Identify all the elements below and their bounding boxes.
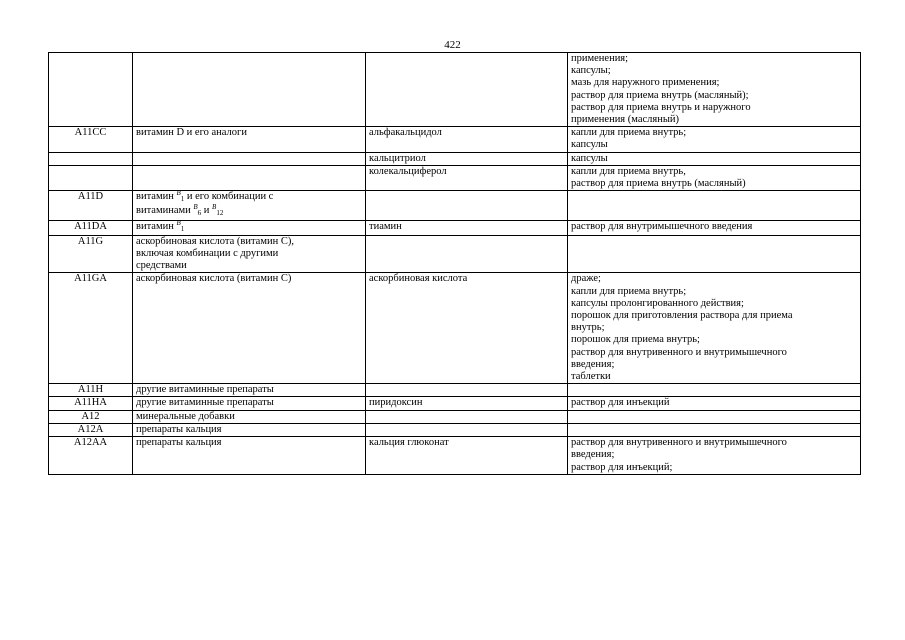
group-line: включая комбинации с другими — [136, 248, 279, 260]
table-row — [49, 397, 861, 410]
dosage-form-cell — [568, 423, 861, 436]
inn-cell — [366, 410, 568, 423]
inn-name: тиамин — [369, 220, 402, 232]
table-row — [49, 384, 861, 397]
dosage-form-line: раствор для внутривенного и внутримышечного — [571, 346, 787, 358]
group-line — [136, 221, 362, 235]
table-row — [49, 273, 861, 384]
inn-name: кальция глюконат — [369, 437, 449, 449]
table-body — [49, 53, 861, 475]
atc-code: A11CC — [74, 127, 107, 139]
inn-name: колекальциферол — [369, 165, 447, 177]
drug-table — [48, 52, 861, 475]
atc-code: A11D — [77, 191, 104, 203]
group-text: и — [201, 205, 213, 217]
atc-code: A11H — [77, 384, 104, 396]
group-line: препараты кальция — [136, 437, 222, 449]
vitamin-b1-index: 1 — [180, 224, 185, 233]
atc-code-cell — [49, 273, 133, 384]
dosage-form-cell — [568, 152, 861, 165]
dosage-form-cell — [568, 165, 861, 190]
table-row — [49, 235, 861, 273]
dosage-form-line: раствор для внутривенного и внутримышечного — [571, 437, 787, 449]
atc-code-cell — [49, 235, 133, 273]
dosage-form-cell — [568, 220, 861, 235]
group-text: витамин — [136, 191, 177, 203]
vitamin-b1: B — [176, 190, 181, 198]
group-cell — [133, 152, 366, 165]
dosage-form-line: введения; — [571, 449, 615, 461]
atc-code-cell — [49, 220, 133, 235]
group-cell — [133, 273, 366, 384]
atc-code: A11HA — [74, 397, 107, 409]
atc-code-cell — [49, 191, 133, 220]
inn-cell — [366, 437, 568, 475]
table-row — [49, 437, 861, 475]
dosage-form-cell — [568, 397, 861, 410]
dosage-form-line: раствор для инъекций; — [571, 461, 673, 473]
group-line: препараты кальция — [136, 423, 222, 435]
dosage-form-cell — [568, 53, 861, 127]
inn-cell — [366, 165, 568, 190]
atc-code: A12A — [77, 423, 104, 435]
atc-code: A12AA — [73, 437, 108, 449]
dosage-form-line: таблетки — [571, 371, 611, 383]
group-line: витамин D и его аналоги — [136, 127, 247, 139]
dosage-form-cell — [568, 384, 861, 397]
inn-cell — [366, 235, 568, 273]
atc-code: A11DA — [74, 220, 107, 232]
group-cell — [133, 235, 366, 273]
table-row — [49, 410, 861, 423]
inn-name: кальцитриол — [369, 152, 426, 164]
group-line — [136, 191, 362, 205]
atc-code-cell — [49, 423, 133, 436]
atc-code-cell — [49, 437, 133, 475]
inn-cell — [366, 220, 568, 235]
group-line: другие витаминные препараты — [136, 384, 274, 396]
group-cell — [133, 191, 366, 220]
dosage-form-line: введения; — [571, 358, 615, 370]
dosage-form-line: капсулы; — [571, 65, 611, 77]
vitamin-b1: B — [176, 220, 181, 227]
dosage-form-line: мазь для наружного применения; — [571, 77, 720, 89]
dosage-form-cell — [568, 127, 861, 152]
atc-code: A12 — [81, 410, 100, 422]
atc-code-cell — [49, 410, 133, 423]
atc-code-cell — [49, 152, 133, 165]
dosage-form-line: капли для приема внутрь, — [571, 165, 686, 177]
dosage-form-line: раствор для приема внутрь и наружного — [571, 101, 751, 113]
group-cell — [133, 53, 366, 127]
inn-name: альфакальцидол — [369, 127, 442, 139]
table-row — [49, 220, 861, 235]
table-row — [49, 152, 861, 165]
group-cell — [133, 384, 366, 397]
vitamin-b1-index: 1 — [180, 195, 185, 204]
atc-code-cell — [49, 127, 133, 152]
dosage-form-line: порошок для приготовления раствора для приема — [571, 310, 793, 322]
atc-code: A11GA — [74, 273, 107, 285]
dosage-form-line: капсулы пролонгированного действия; — [571, 297, 744, 309]
group-cell — [133, 127, 366, 152]
dosage-form-line: капсулы — [571, 139, 608, 151]
vitamin-b6-index: 6 — [197, 209, 202, 218]
inn-name: пиридоксин — [369, 397, 423, 409]
inn-cell — [366, 384, 568, 397]
group-cell — [133, 437, 366, 475]
page-number: 422 — [444, 39, 461, 51]
inn-cell — [366, 273, 568, 384]
dosage-form-line: раствор для приема внутрь (масляный); — [571, 89, 749, 101]
group-cell — [133, 165, 366, 190]
table-row — [49, 423, 861, 436]
dosage-form-line: капли для приема внутрь; — [571, 127, 687, 139]
dosage-form-cell — [568, 437, 861, 475]
dosage-form-line: применения (масляный) — [571, 114, 680, 126]
dosage-form-line: порошок для приема внутрь; — [571, 334, 700, 346]
dosage-form-line: драже; — [571, 273, 601, 285]
inn-cell — [366, 53, 568, 127]
atc-code-cell — [49, 384, 133, 397]
dosage-form-line: раствор для внутримышечного введения — [571, 220, 753, 232]
dosage-form-cell — [568, 235, 861, 273]
atc-code-cell — [49, 397, 133, 410]
inn-cell — [366, 397, 568, 410]
vitamin-b6: B — [193, 203, 198, 212]
group-cell — [133, 220, 366, 235]
dosage-form-line: применения; — [571, 53, 629, 64]
group-line: аскорбиновая кислота (витамин C) — [136, 273, 292, 285]
dosage-form-line: раствор для инъекций — [571, 397, 670, 409]
atc-code-cell — [49, 53, 133, 127]
atc-code-cell — [49, 165, 133, 190]
group-text: витаминами — [136, 205, 194, 217]
vitamin-b12-index: 12 — [216, 209, 224, 218]
dosage-form-line: раствор для приема внутрь (масляный) — [571, 178, 746, 190]
dosage-form-line: капсулы — [571, 152, 608, 164]
atc-code: A11G — [77, 235, 104, 247]
vitamin-b12: B — [212, 203, 217, 212]
group-line: другие витаминные препараты — [136, 397, 274, 409]
inn-cell — [366, 127, 568, 152]
group-line: минеральные добавки — [136, 410, 235, 422]
inn-cell — [366, 423, 568, 436]
table-row — [49, 165, 861, 190]
group-line — [136, 205, 362, 219]
group-line: аскорбиновая кислота (витамин C), — [136, 235, 294, 247]
inn-name: аскорбиновая кислота — [369, 273, 468, 285]
group-cell — [133, 410, 366, 423]
group-cell — [133, 423, 366, 436]
table-row — [49, 191, 861, 220]
group-text: витамин — [136, 220, 177, 232]
inn-cell — [366, 191, 568, 220]
dosage-form-cell — [568, 191, 861, 220]
table-row — [49, 127, 861, 152]
dosage-form-cell — [568, 273, 861, 384]
table-row — [49, 53, 861, 127]
dosage-form-line: внутрь; — [571, 322, 605, 334]
group-line: средствами — [136, 260, 187, 272]
dosage-form-cell — [568, 410, 861, 423]
group-cell — [133, 397, 366, 410]
inn-cell — [366, 152, 568, 165]
dosage-form-line: капли для приема внутрь; — [571, 285, 687, 297]
group-text: и его комбинации с — [184, 191, 274, 203]
